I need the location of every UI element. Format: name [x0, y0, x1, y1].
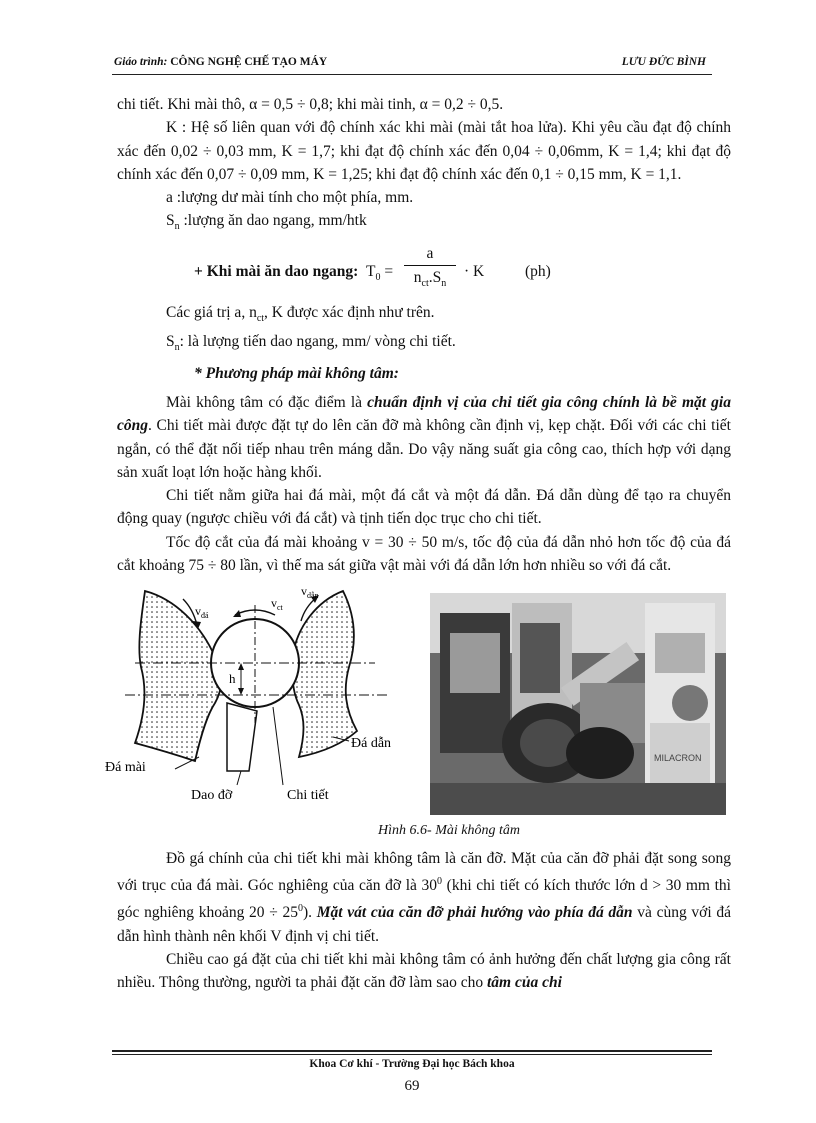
sn2-symbol: S: [166, 333, 175, 351]
sn2-subscript: n: [174, 342, 180, 354]
footer-faculty: Khoa Cơ khí - Trường Đại học Bách khoa: [309, 1058, 515, 1070]
formula-equals: =: [380, 262, 394, 280]
p1-text-c: . Chi tiết mài được đặt tự do lên căn đỡ mà không cần định vị, kẹp chặt. Đối với các chi tiết ngắn, có thể đặt nối tiếp nhau trên máng dẫn. Do vậy năng suất gia công cao, thích hợp với dạng sản xuất loạt lớn hoặc hàng khối.: [117, 417, 731, 481]
machine-photo: [430, 593, 726, 815]
paragraph-fixture: [117, 847, 731, 949]
values-post: , K được xác định như trên.: [264, 303, 435, 321]
formula-fraction: [404, 245, 456, 288]
label-regulating-wheel: Đá dẫn: [351, 736, 392, 752]
paragraph-centerless-3: Tốc độ cắt của đá mài khoảng v = 30 ÷ 50 m/s, tốc độ của đá dẫn nhỏ hơn tốc độ của đá cắt khoảng 75 ÷ 80 lần, vì thế ma sát giữa vật mài với đá dẫn lớn hơn nhiều so với đá cắt.: [117, 533, 731, 575]
label-support-blade: Dao đỡ: [191, 788, 233, 804]
figure-caption: Hình 6.6- Mài không tâm: [378, 823, 520, 839]
footer-divider-thick: [112, 1050, 712, 1052]
sn-symbol: S: [166, 212, 175, 230]
formula-lhs: [366, 260, 393, 289]
p1-text-a: Mài không tâm có đặc điểm là: [166, 393, 368, 411]
method-heading: * Phương pháp mài không tâm:: [194, 364, 399, 382]
p5-text-a: Chiều cao gá đặt của chi tiết khi mài không tâm có ảnh hưởng đến chất lượng gia công rất nhiều. Thông thường, người ta phải đặt căn đỡ làm sao cho: [117, 951, 731, 992]
label-v-regulating: $v_{dẫn}$: [301, 585, 319, 601]
footer-divider-thin: [112, 1054, 712, 1055]
p4-text-b: (khi chi tiết có kích thước lớn d > 30 mm thì góc nghiêng khoảng 20 ÷ 25: [117, 877, 731, 922]
label-v-workpiece: $v_{ct}$: [271, 596, 283, 613]
label-workpiece: Chi tiết: [287, 788, 329, 804]
paragraph-centerless-1: [117, 391, 731, 484]
sn2-text: : là lượng tiến dao ngang, mm/ vòng chi tiết.: [179, 333, 456, 351]
den-n-sub: n: [441, 277, 447, 289]
photo-brand-text: MILACRON: [654, 753, 702, 764]
fraction-bar: [404, 265, 456, 266]
p4-degree-1: 0: [437, 875, 443, 887]
formula-t-sub: 0: [375, 271, 381, 283]
paragraph-alpha: chi tiết. Khi mài thô, α = 0,5 ÷ 0,8; khi mài tinh, α = 0,2 ÷ 0,5.: [117, 96, 504, 113]
formula-numerator: a: [426, 244, 434, 262]
p4-degree-2: 0: [297, 903, 303, 915]
formula-denominator: [404, 268, 456, 288]
formula-k: · K: [464, 262, 485, 280]
den-ct: ct: [421, 277, 429, 289]
p4-text-a: Đồ gá chính của chi tiết khi mài không tâm là căn đỡ. Mặt của căn đỡ phải đặt song song với trục của đá mài. Góc nghiêng của căn đỡ là 30: [117, 849, 731, 895]
den-n: n: [413, 268, 422, 286]
header-book-title: [114, 56, 327, 68]
support-blade-shape: [227, 703, 257, 771]
p4-text-c: ).: [302, 904, 317, 922]
header-author: LƯU ĐỨC BÌNH: [621, 56, 706, 68]
figure-6-6: [105, 585, 731, 817]
line-a: a :lượng dư mài tính cho một phía, mm.: [166, 189, 414, 207]
line-sn2: [117, 330, 731, 359]
p4-text-e: và cùng với đá dẫn hình thành nên khối V định vị chi tiết.: [117, 904, 731, 945]
regulating-wheel-shape: [292, 591, 357, 757]
page-number: 69: [404, 1078, 420, 1094]
centerless-grinding-diagram: [105, 585, 417, 817]
line-sn: [117, 209, 731, 238]
values-sub: ct: [256, 312, 265, 324]
formula-label: + Khi mài ăn dao ngang:: [194, 262, 359, 280]
paragraph-k: K : Hệ số liên quan với độ chính xác khi mài (mài tắt hoa lửa). Khi yêu cầu đạt độ chính xác đến 0,02 ÷ 0,03 mm, K = 1,7; khi đạt độ chính xác đến 0,04 ÷ 0,06mm, K = 1,4; khi đạt độ chính xác đến 0,07 ÷ 0,09 mm, K = 1,25; khi đạt độ chính xác đến 0,1 ÷ 0,15 mm, K = 1,1.: [117, 119, 731, 183]
formula-t: T: [366, 262, 376, 280]
header-prefix: Giáo trình:: [114, 56, 171, 68]
sn-subscript: n: [174, 221, 180, 233]
header-title: CÔNG NGHỆ CHẾ TẠO MÁY: [170, 56, 328, 68]
paragraph-height: [117, 948, 731, 995]
page-header: [114, 56, 710, 74]
values-pre: Các giá trị a, n: [166, 303, 257, 321]
sn-text: :lượng ăn dao ngang, mm/htk: [179, 212, 367, 230]
page-content: [105, 93, 731, 995]
paragraph-centerless-2: Chi tiết nằm giữa hai đá mài, một đá cắt và một đá dẫn. Đá dẫn dùng để tạo ra chuyển động quay (ngược chiều với đá cắt) và tịnh tiến dọc trục cho chi tiết.: [117, 487, 731, 528]
p5-emphasis: tâm của chi: [486, 974, 562, 992]
p1-emphasis: chuẩn định vị của chi tiết gia công chính là bề mặt gia công: [117, 393, 731, 435]
p4-emphasis: Mặt vát của căn đỡ phải hướng vào phía đá dẫn: [316, 904, 633, 922]
label-h: h: [229, 671, 236, 687]
line-values: [117, 301, 731, 330]
den-s: .S: [428, 268, 442, 286]
formula-block: [194, 244, 731, 293]
label-v-grinding: $v_{đá}$: [195, 604, 209, 621]
header-divider: [112, 74, 712, 75]
formula-unit: (ph): [525, 262, 551, 280]
label-grinding-wheel: Đá mài: [105, 760, 146, 776]
